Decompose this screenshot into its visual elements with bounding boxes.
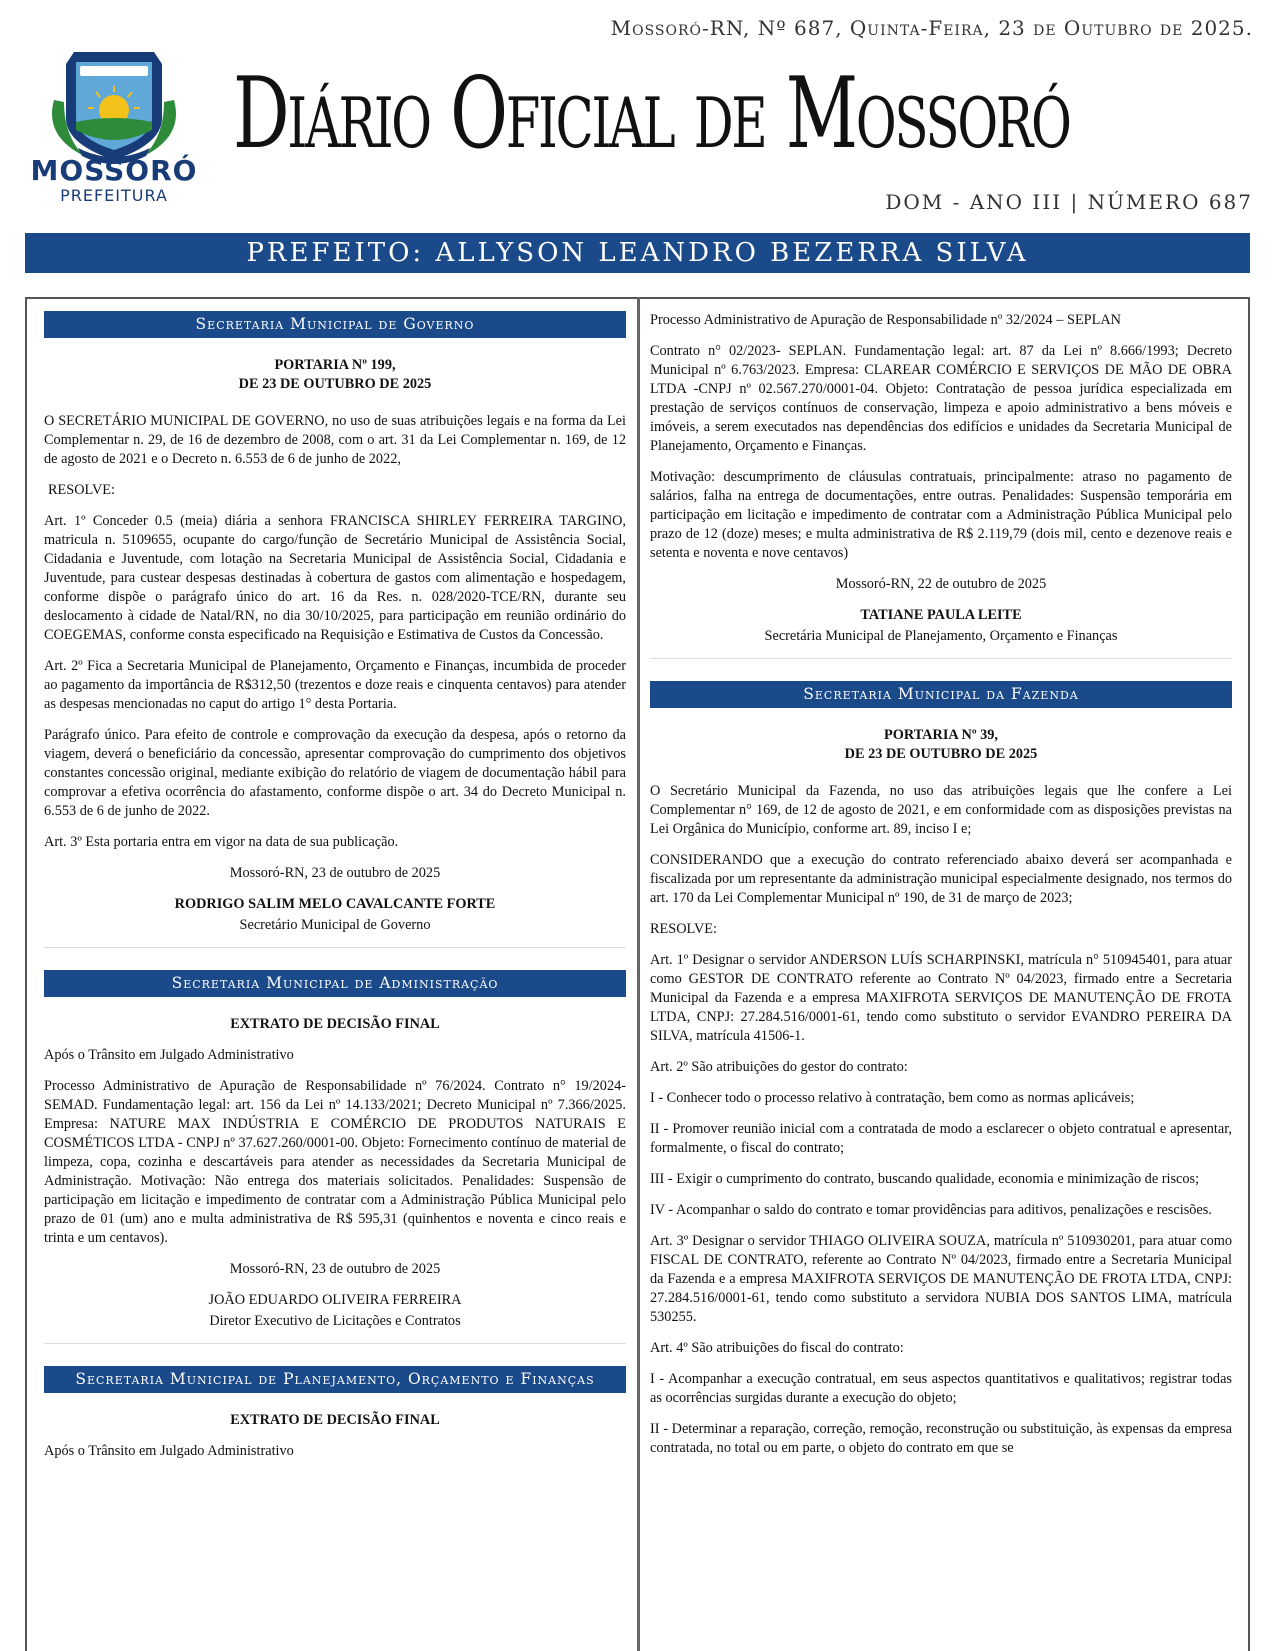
- paragraph: Art. 3º Designar o servidor THIAGO OLIVEIRA SOUZA, matrícula nº 510930201, para atuar como FISCAL DE CONTRATO, referente ao Contrato Nº 04/2023, firmado entre a Secretaria Municipal da Fazenda e a empresa MAXIFROTA SERVIÇOS DE MANUTENÇÃO DE FROTA LTDA, CNPJ: 27.284.516/0001-61, tendo como substituto a servidora NUBIA DOS SANTOS LIMA, matrícula 530255.: [650, 1233, 1232, 1325]
- column-divider: [637, 297, 640, 1651]
- signer-role: Secretária Municipal de Planejamento, Orçamento e Finanças: [764, 628, 1118, 644]
- signer-role: Diretor Executivo de Licitações e Contratos: [209, 1313, 461, 1329]
- section-header-fazenda: Secretaria Municipal da Fazenda: [650, 681, 1232, 708]
- masthead: [233, 46, 1253, 182]
- portaria-title: PORTARIA Nº 39,: [884, 727, 998, 743]
- section-header-planejamento: Secretaria Municipal de Planejamento, Orçamento e Finanças: [44, 1366, 626, 1393]
- right-column: [650, 311, 1232, 1470]
- extrato-title: EXTRATO DE DECISÃO FINAL: [230, 1412, 440, 1428]
- left-column: [44, 311, 626, 1473]
- paragraph: Processo Administrativo de Apuração de Responsabilidade nº 76/2024. Contrato n° 19/2024- SEMAD. Fundamentação legal: art. 156 da Lei nº 14.133/2021; Decreto Municipal nº 7.366/2025. Empresa: NATURE MAX INDÚSTRIA E COMÉRCIO DE PRODUTOS NATURAIS E COSMÉTICOS LTDA - CNPJ nº 37.627.260/0001-00. Objeto: Fornecimento contínuo de material de limpeza, copa, cozinha e descartáveis para atender as necessidades da Secretaria Municipal de Administração. Motivação: Não entrega dos materiais solicitados. Penalidades: Suspensão de participação em licitação e impedimento de contratar com a Administração Pública Municipal pelo prazo de 01 (um) ano e multa administrativa de R$ 595,31 (quinhentos e noventa e cinco reais e trinta e um centavos).: [44, 1078, 626, 1246]
- divider-line: [44, 947, 626, 948]
- paragraph: O Secretário Municipal da Fazenda, no uso das atribuições legais que lhe confere a Lei Complementar n° 169, de 12 de agosto de 2021, e em conformidade com as disposições previstas na Lei Orgânica do Município, conforme art. 89, inciso I e;: [650, 783, 1232, 837]
- paragraph: Parágrafo único. Para efeito de controle e comprovação da execução da despesa, após o retorno da viagem, deverá o beneficiário da concessão, apresentar comprovação do cumprimento dos objetivos constantes concessão original, mediante exibição do relatório de viagem de documentação hábil para comprovar a efetiva ocorrência do afastamento, conforme dispõe o art. 34 do Decreto Municipal n. 6.553 de 6 de junho de 2022.: [44, 727, 626, 819]
- paragraph: Após o Trânsito em Julgado Administrativo: [44, 1443, 294, 1459]
- signer-name: JOÃO EDUARDO OLIVEIRA FERREIRA: [208, 1292, 462, 1308]
- paragraph: O SECRETÁRIO MUNICIPAL DE GOVERNO, no uso de suas atribuições legais e na forma da Lei Complementar n. 29, de 16 de dezembro de 2008, com o art. 31 da Lei Complementar n. 169, de 12 de agosto de 2021 e o Decreto n. 6.553 de 6 de junho de 2022,: [44, 413, 626, 467]
- paragraph: Art. 4º São atribuições do fiscal do contrato:: [650, 1340, 904, 1356]
- logo-subtitle: PREFEITURA: [60, 186, 168, 205]
- resolve-label: RESOLVE:: [650, 921, 717, 937]
- place-date: Mossoró-RN, 23 de outubro de 2025: [229, 1261, 441, 1277]
- paragraph: Após o Trânsito em Julgado Administrativo: [44, 1047, 294, 1063]
- place-date: Mossoró-RN, 23 de outubro de 2025: [229, 865, 441, 881]
- signer-name: RODRIGO SALIM MELO CAVALCANTE FORTE: [174, 896, 496, 912]
- logo-name: MOSSORÓ: [30, 154, 198, 187]
- paragraph: Art. 3º Esta portaria entra em vigor na data de sua publicação.: [44, 834, 399, 850]
- divider-line: [650, 658, 1232, 659]
- dateline: Mossoró-RN, Nº 687, Quinta-Feira, 23 de Outubro de 2025.: [610, 16, 1253, 40]
- list-item: I - Acompanhar a execução contratual, em seus aspectos quantitativos e qualitativos; registrar todas as ocorrências surgidas durante a execução do objeto;: [650, 1371, 1232, 1406]
- paragraph: Art. 1º Conceder 0.5 (meia) diária a senhora FRANCISCA SHIRLEY FERREIRA TARGINO, matricula n. 5109655, ocupante do cargo/função de Secretário Municipal de Assistência Social, Cidadania e Juventude, com lotação na Secretaria Municipal de Assistência Social, Cidadania e Juventude, para custear despesas destinadas à cobertura de gastos com alimentação e hospedagem, conforme dispõe o parágrafo único do art. 16 da Res. n. 028/2020-TCE/RN, durante seu deslocamento à cidade de Natal/RN, no dia 30/10/2025, para participação em reunião ordinário do COEGEMAS, conforme consta especificado na Requisição e Estimativa de Custos da Concessão.: [44, 513, 626, 643]
- list-item: IV - Acompanhar o saldo do contrato e tomar providências para aditivos, penalizações e rescisões.: [650, 1202, 1212, 1218]
- extrato-title: EXTRATO DE DECISÃO FINAL: [230, 1016, 440, 1032]
- section-header-administracao: Secretaria Municipal de Administração: [44, 970, 626, 997]
- mayor-banner: PREFEITO: ALLYSON LEANDRO BEZERRA SILVA: [25, 233, 1250, 273]
- place-date: Mossoró-RN, 22 de outubro de 2025: [835, 576, 1047, 592]
- list-item: I - Conhecer todo o processo relativo à contratação, bem como as normas aplicáveis;: [650, 1090, 1135, 1106]
- masthead-title: Diário Oficial de Mossoró: [233, 57, 1070, 171]
- portaria-date: DE 23 DE OUTUBRO DE 2025: [238, 376, 432, 392]
- section-header-governo: Secretaria Municipal de Governo: [44, 311, 626, 338]
- paragraph: Contrato n° 02/2023- SEPLAN. Fundamentação legal: art. 87 da Lei nº 8.666/1993; Decreto Municipal nº 6.763/2023. Empresa: CLAREAR COMÉRCIO E SERVIÇOS DE MÃO DE OBRA LTDA -CNPJ nº 02.567.270/0001-04. Objeto: Contratação de pessoa jurídica especializada em prestação de serviços contínuos de conservação, limpeza e apoio administrativo a bens móveis e imóveis, a serem executados nas dependências dos edifícios e unidades da Secretaria Municipal de Planejamento, Orçamento e Finanças.: [650, 343, 1232, 454]
- resolve-label: RESOLVE:: [48, 482, 115, 498]
- paragraph: Art. 2º Fica a Secretaria Municipal de Planejamento, Orçamento e Finanças, incumbida de proceder ao pagamento da importância de R$312,50 (trezentos e doze reais e cinquenta centavos) para atender as despesas mencionadas no caput do artigo 1° desta Portaria.: [44, 658, 626, 712]
- paragraph: Processo Administrativo de Apuração de Responsabilidade nº 32/2024 – SEPLAN: [650, 312, 1122, 328]
- portaria-date: DE 23 DE OUTUBRO DE 2025: [844, 746, 1038, 762]
- list-item: II - Determinar a reparação, correção, remoção, reconstrução ou substituição, às expensas da empresa contratada, no total ou em parte, o objeto do contrato em que se: [650, 1421, 1232, 1456]
- paragraph: Art. 2º São atribuições do gestor do contrato:: [650, 1059, 908, 1075]
- edition-number: DOM - ANO III | NÚMERO 687: [885, 190, 1253, 214]
- paragraph: Art. 1º Designar o servidor ANDERSON LUÍS SCHARPINSKI, matrícula n° 510945401, para atuar como GESTOR DE CONTRATO referente ao Contrato Nº 04/2023, firmado entre a Secretaria Municipal da Fazenda e a empresa MAXIFROTA SERVIÇOS DE MANUTENÇÃO DE FROTA LTDA, CNPJ: 27.284.516/0001-61, tendo como substituto o servidor EVANDRO PEREIRA DA SILVA, matrícula 41506-1.: [650, 952, 1232, 1044]
- list-item: II - Promover reunião inicial com a contratada de modo a esclarecer o objeto contratual e apresentar, formalmente, o fiscal do contrato;: [650, 1121, 1232, 1156]
- paragraph: Motivação: descumprimento de cláusulas contratuais, principalmente: atraso no pagamento de salários, falha na entrega de documentações, entre outras. Penalidades: Suspensão temporária em participação em licitação e impedimento de contratar com a Administração Pública Municipal pelo prazo de 12 (doze) meses; e multa administrativa de R$ 2.119,79 (dois mil, cento e dezenove reais e setenta e noventa e nove centavos): [650, 469, 1232, 561]
- list-item: III - Exigir o cumprimento do contrato, buscando qualidade, economia e minimização de riscos;: [650, 1171, 1200, 1187]
- divider-line: [44, 1343, 626, 1344]
- signer-role: Secretário Municipal de Governo: [239, 917, 431, 933]
- signer-name: TATIANE PAULA LEITE: [860, 607, 1022, 623]
- portaria-title: PORTARIA Nº 199,: [274, 357, 396, 373]
- paragraph: CONSIDERANDO que a execução do contrato referenciado abaixo deverá ser acompanhada e fiscalizada por um representante da administração municipal especialmente designado, nos termos do art. 170 da Lei Complementar Municipal nº 190, de 31 de março de 2023;: [650, 852, 1232, 906]
